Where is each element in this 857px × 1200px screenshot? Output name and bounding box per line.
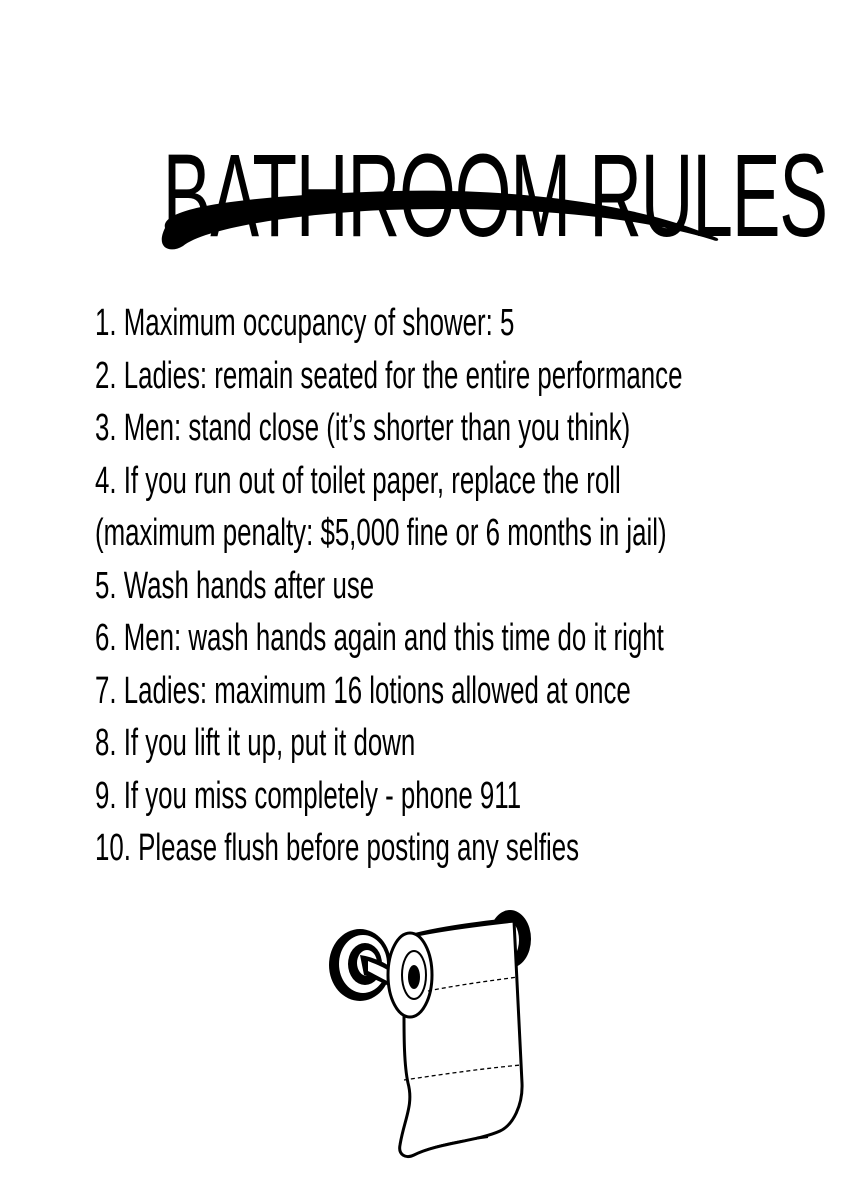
rule-item: 8. If you lift it up, put it down [95, 722, 416, 764]
page-title: BATHROOM RULES [162, 130, 827, 263]
rule-item: 10. Please flush before posting any selfies [95, 827, 580, 869]
toilet-paper-roll-icon [318, 905, 540, 1167]
rule-item: 4. If you run out of toilet paper, replace the roll [95, 459, 621, 502]
rule-item: 5. Wash hands after use [95, 564, 375, 607]
rule-item: 3. Men: stand close (it’s shorter than you think) [95, 407, 631, 449]
swoosh-underline [145, 188, 725, 258]
rule-item: 9. If you miss completely - phone 911 [95, 774, 522, 817]
rule-item: 2. Ladies: remain seated for the entire performance [95, 354, 683, 397]
rule-item: 7. Ladies: maximum 16 lotions allowed at once [95, 669, 631, 712]
rule-item-continuation: (maximum penalty: $5,000 fine or 6 months in jail) [95, 512, 667, 554]
rule-item: 1. Maximum occupancy of shower: 5 [95, 302, 515, 344]
rule-item: 6. Men: wash hands again and this time do it right [95, 617, 664, 659]
rules-list [95, 297, 843, 875]
